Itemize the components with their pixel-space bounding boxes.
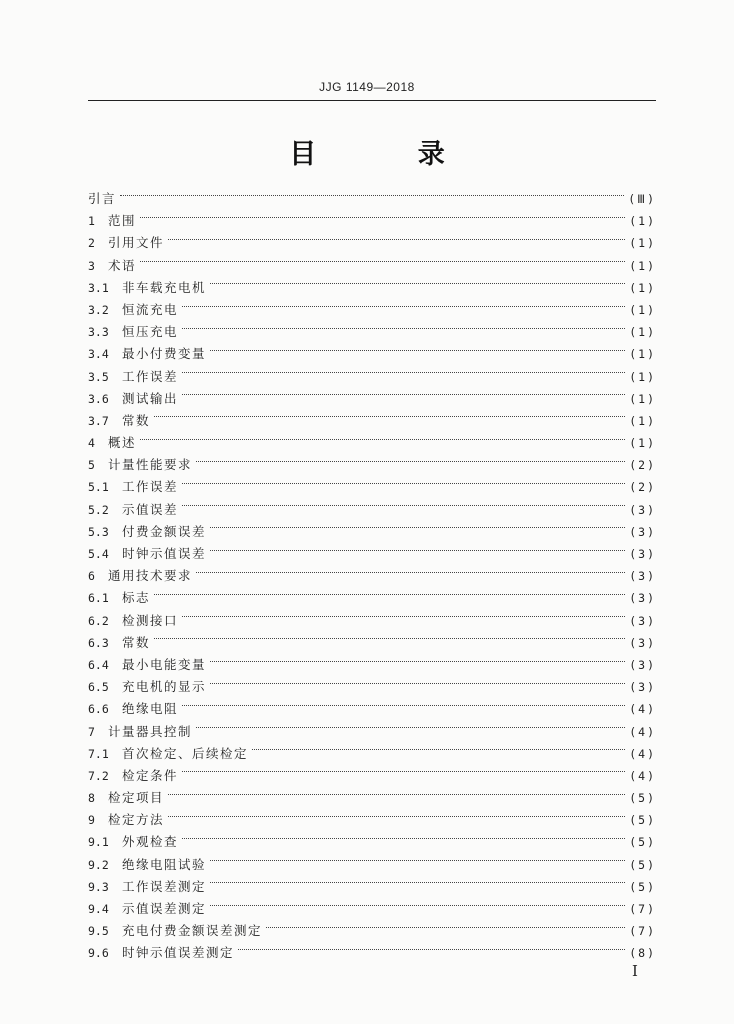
toc-entry[interactable] — [88, 654, 656, 676]
toc-dot-leader — [182, 328, 625, 329]
toc-entry-page: (5) — [629, 857, 656, 872]
toc-entry-label: 充电机的显示 — [122, 679, 207, 695]
toc-entry-page: (1) — [629, 280, 656, 295]
toc-entry-number: 5.4 — [88, 547, 109, 561]
toc-entry[interactable] — [88, 743, 656, 765]
header-rule — [88, 100, 656, 101]
toc-dot-leader — [196, 461, 625, 462]
toc-entry-number: 3 — [88, 258, 95, 273]
toc-entry-number: 6.6 — [88, 702, 109, 717]
toc-entry-label: 引用文件 — [108, 235, 165, 251]
toc-dot-leader — [210, 683, 625, 684]
toc-entry-page: (4) — [629, 724, 656, 739]
toc-dot-leader — [266, 927, 625, 928]
toc-entry-number: 3.7 — [88, 413, 109, 428]
toc-dot-leader — [182, 306, 625, 307]
toc-entry-label: 非车载充电机 — [122, 279, 207, 295]
toc-entry-number: 6.5 — [88, 680, 109, 695]
toc-entry-number: 8 — [88, 791, 95, 806]
toc-entry-label: 测试输出 — [122, 390, 179, 406]
toc-entry-page: (8) — [629, 946, 656, 961]
toc-entry-label: 计量器具控制 — [108, 723, 193, 739]
toc-entry[interactable] — [88, 543, 656, 565]
toc-entry[interactable] — [88, 343, 656, 365]
toc-dot-leader — [168, 816, 625, 817]
toc-entry[interactable] — [88, 321, 656, 343]
toc-entry-label: 术语 — [108, 257, 137, 273]
toc-entry[interactable] — [88, 499, 656, 521]
toc-dot-leader — [196, 727, 625, 728]
toc-entry-page: (4) — [629, 702, 656, 717]
toc-entry[interactable] — [88, 299, 656, 321]
toc-entry[interactable] — [88, 476, 656, 498]
toc-entry-label: 恒流充电 — [122, 301, 179, 317]
toc-dot-leader — [154, 638, 625, 639]
toc-entry-label: 检定条件 — [122, 767, 179, 783]
page-number: I — [632, 962, 638, 980]
toc-entry-page: (5) — [629, 835, 656, 850]
toc-entry-page: (1) — [629, 369, 656, 384]
toc-dot-leader — [182, 483, 625, 484]
toc-entry[interactable] — [88, 698, 656, 720]
toc-title: 目 录 — [289, 139, 491, 170]
toc-entry-number: 5 — [88, 458, 95, 473]
toc-entry[interactable] — [88, 610, 656, 632]
toc-entry-number: 6 — [88, 569, 95, 584]
toc-entry-label: 工作误差测定 — [122, 878, 207, 894]
toc-entry-page: (1) — [629, 347, 656, 362]
toc-dot-leader — [120, 195, 624, 196]
toc-entry-page: (3) — [629, 657, 656, 672]
toc-entry-page: (2) — [629, 480, 656, 495]
toc-dot-leader — [182, 771, 625, 772]
toc-entry-number: 9.3 — [88, 879, 109, 894]
toc-entry-number: 3.6 — [88, 391, 109, 406]
toc-dot-leader — [196, 572, 625, 573]
toc-entry[interactable] — [88, 255, 656, 277]
toc-entry-page: (2) — [629, 458, 656, 473]
toc-entry-number: 3.5 — [88, 369, 109, 384]
toc-entry[interactable] — [88, 587, 656, 609]
toc-entry[interactable] — [88, 898, 656, 920]
toc-entry[interactable] — [88, 831, 656, 853]
toc-entry-label: 检定方法 — [108, 812, 165, 828]
toc-entry-label: 概述 — [108, 435, 137, 451]
toc-entry-number: 6.4 — [88, 657, 109, 672]
toc-entry[interactable] — [88, 942, 656, 964]
toc-entry-page: (1) — [629, 214, 656, 229]
toc-entry[interactable] — [88, 366, 656, 388]
toc-entry[interactable] — [88, 277, 656, 299]
toc-dot-leader — [182, 838, 625, 839]
toc-entry-label: 外观检查 — [122, 834, 179, 850]
toc-entry-label: 绝缘电阻 — [122, 701, 179, 717]
toc-dot-leader — [182, 705, 625, 706]
toc-entry-label: 检测接口 — [122, 612, 179, 628]
toc-dot-leader — [140, 217, 625, 218]
toc-entry-number: 3.2 — [88, 302, 109, 317]
toc-dot-leader — [168, 239, 625, 240]
toc-entry-number: 3.3 — [88, 325, 109, 340]
toc-dot-leader — [140, 261, 625, 262]
toc-entry-page: (4) — [629, 746, 656, 761]
toc-entry[interactable] — [88, 388, 656, 410]
toc-entry-page: (1) — [629, 436, 656, 451]
toc-entry-label: 工作误差 — [122, 368, 179, 384]
toc-entry-label: 示值误差测定 — [122, 901, 207, 916]
toc-dot-leader — [238, 949, 625, 950]
toc-entry-number: 6.2 — [88, 613, 109, 628]
toc-entry-label: 范围 — [108, 213, 137, 229]
toc-entry[interactable] — [88, 854, 656, 876]
toc-entry[interactable] — [88, 721, 656, 743]
toc-entry-number: 1 — [88, 214, 95, 229]
toc-entry-label: 时钟示值误差 — [122, 546, 207, 561]
toc-entry-label: 恒压充电 — [122, 324, 179, 340]
toc-entry-page: (1) — [629, 391, 656, 406]
toc-entry[interactable] — [88, 765, 656, 787]
toc-entry-page: (7) — [629, 902, 656, 916]
toc-dot-leader — [182, 616, 625, 617]
toc-entry-page: (3) — [629, 547, 656, 561]
toc-entry-number: 9.5 — [88, 924, 109, 939]
toc-entry-page: (3) — [629, 635, 656, 650]
toc-entry-number: 2 — [88, 236, 95, 251]
toc-entry-page: (Ⅲ) — [628, 192, 656, 206]
toc-entry-page: (1) — [629, 258, 656, 273]
toc-entry[interactable] — [88, 188, 656, 210]
toc-dot-leader — [210, 283, 625, 284]
toc-entry-number: 9 — [88, 813, 95, 828]
toc-dot-leader — [182, 372, 625, 373]
toc-entry-label: 最小付费变量 — [122, 346, 207, 362]
toc-entry-number: 9.1 — [88, 835, 109, 850]
toc-entry-label: 工作误差 — [122, 479, 179, 495]
toc-entry-number: 5.3 — [88, 524, 109, 539]
toc-entry-number: 7 — [88, 724, 95, 739]
toc-entry-label: 计量性能要求 — [108, 457, 193, 473]
toc-entry-label: 引言 — [88, 191, 117, 206]
toc-entry-page: (3) — [629, 569, 656, 584]
toc-dot-leader — [210, 860, 625, 861]
toc-entry-label: 标志 — [122, 590, 151, 606]
toc-dot-leader — [154, 594, 625, 595]
toc-entry-page: (3) — [629, 591, 656, 606]
toc-dot-leader — [210, 350, 625, 351]
toc-entry[interactable] — [88, 454, 656, 476]
toc-dot-leader — [140, 439, 625, 440]
toc-entry-label: 常数 — [122, 634, 151, 650]
toc-entry[interactable] — [88, 232, 656, 254]
toc-entry-page: (7) — [629, 924, 656, 939]
toc-entry-number: 7.1 — [88, 746, 109, 761]
toc-entry-label: 首次检定、后续检定 — [122, 745, 249, 761]
toc-entry[interactable] — [88, 565, 656, 587]
toc-entry-page: (5) — [629, 791, 656, 806]
toc-entry-page: (3) — [629, 502, 656, 517]
toc-entry-page: (3) — [629, 524, 656, 539]
toc-entry-page: (3) — [629, 680, 656, 695]
toc-entry[interactable] — [88, 676, 656, 698]
toc-entry-label: 充电付费金额误差测定 — [122, 923, 263, 939]
toc-entry-page: (1) — [629, 236, 656, 251]
toc-entry-page: (4) — [629, 768, 656, 783]
toc-entry[interactable] — [88, 432, 656, 454]
toc-entry[interactable] — [88, 876, 656, 898]
toc-dot-leader — [210, 550, 625, 551]
toc-entry[interactable] — [88, 809, 656, 831]
toc-entry-number: 4 — [88, 436, 95, 451]
toc-entry-number: 6.1 — [88, 591, 109, 606]
toc-entry-number: 6.3 — [88, 635, 109, 650]
toc-dot-leader — [168, 794, 625, 795]
toc-entry[interactable] — [88, 787, 656, 809]
toc-entry-page: (5) — [629, 879, 656, 894]
toc-entry-label: 最小电能变量 — [122, 656, 207, 672]
toc-dot-leader — [210, 661, 625, 662]
toc-entry-number: 5.1 — [88, 480, 109, 495]
toc-entry-label: 付费金额误差 — [122, 523, 207, 539]
toc-dot-leader — [210, 882, 625, 883]
toc-entry-label: 绝缘电阻试验 — [122, 856, 207, 872]
toc-dot-leader — [182, 505, 625, 506]
toc-dot-leader — [252, 749, 625, 750]
toc-entry-page: (1) — [629, 302, 656, 317]
toc-entry-label: 检定项目 — [108, 790, 165, 806]
toc-entry[interactable] — [88, 632, 656, 654]
toc-entry-label: 通用技术要求 — [108, 568, 193, 584]
toc-entry-page: (3) — [629, 613, 656, 628]
toc-entry[interactable] — [88, 210, 656, 232]
toc-entry-number: 9.6 — [88, 946, 109, 961]
toc-dot-leader — [154, 416, 625, 417]
toc-entry[interactable] — [88, 521, 656, 543]
toc-entry-page: (1) — [629, 413, 656, 428]
document-code: JJG 1149—2018 — [319, 80, 415, 94]
toc-entry-number: 3.1 — [88, 280, 109, 295]
toc-entry-number: 3.4 — [88, 347, 109, 362]
toc-entry-label: 常数 — [122, 412, 151, 428]
toc-entry-number: 7.2 — [88, 768, 109, 783]
table-of-contents — [88, 188, 656, 965]
toc-dot-leader — [182, 394, 625, 395]
toc-dot-leader — [210, 527, 625, 528]
toc-entry-number: 5.2 — [88, 502, 109, 517]
toc-entry[interactable] — [88, 920, 656, 942]
toc-entry-page: (5) — [629, 813, 656, 828]
toc-entry-label: 示值误差 — [122, 501, 179, 517]
toc-dot-leader — [210, 905, 625, 906]
toc-entry[interactable] — [88, 410, 656, 432]
toc-entry-page: (1) — [629, 325, 656, 340]
toc-entry-label: 时钟示值误差测定 — [122, 945, 235, 961]
toc-entry-number: 9.4 — [88, 902, 109, 916]
toc-entry-number: 9.2 — [88, 857, 109, 872]
